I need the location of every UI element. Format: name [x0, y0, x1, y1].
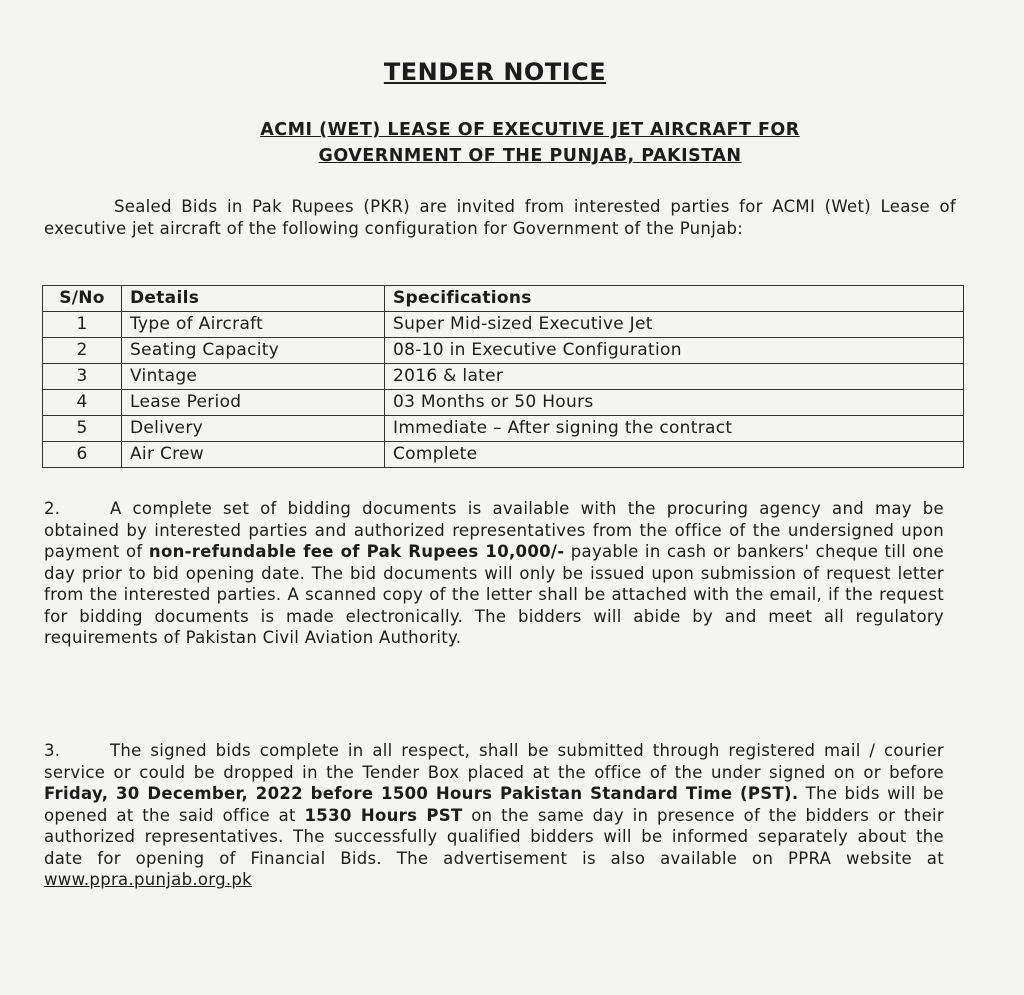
cell-sno: 2	[43, 338, 122, 364]
cell-detail: Lease Period	[122, 390, 385, 416]
cell-spec: 08-10 in Executive Configuration	[385, 338, 964, 364]
cell-detail: Type of Aircraft	[122, 312, 385, 338]
cell-sno: 4	[43, 390, 122, 416]
opening-time-emphasis: 1530 Hours PST	[304, 805, 463, 825]
table-row	[43, 312, 964, 338]
paragraph-text: A complete set of bidding documents is available with the procuring agency and may be obtained by interested parties and authorized representatives from the office of the undersigned upon payment of	[44, 499, 944, 561]
cell-spec: 2016 & later	[385, 364, 964, 390]
cell-spec: Super Mid-sized Executive Jet	[385, 312, 964, 338]
table-row	[43, 338, 964, 364]
notice-subtitle	[0, 117, 1024, 169]
cell-sno: 1	[43, 312, 122, 338]
paragraph-2	[44, 498, 944, 649]
cell-detail: Vintage	[122, 364, 385, 390]
paragraph-text: payable in cash or bankers' cheque till one day prior to bid opening date. The bid documents will only be issued upon submission of request letter from the interested parties. A scanned copy of the letter shall be attached with the email, if the request for bidding documents is made electronically. The bidders will abide by and meet all regulatory requirements of Pakistan Civil Aviation Authority.	[44, 542, 944, 647]
table-header-row	[43, 286, 964, 312]
cell-spec: 03 Months or 50 Hours	[385, 390, 964, 416]
paragraph-3	[44, 740, 944, 891]
paragraph-text: The signed bids complete in all respect, shall be submitted through registered mail / courier service or could be dropped in the Tender Box placed at the office of the under signed on or before	[44, 741, 944, 782]
paragraph-text: on the same day in presence of the bidders or their authorized representatives. The successfully qualified bidders will be informed separately about the date for opening of Financial Bids. The advertisement is also available on PPRA website at	[44, 805, 944, 868]
notice-title: TENDER NOTICE	[383, 58, 607, 86]
cell-detail: Seating Capacity	[122, 338, 385, 364]
paragraph-number: 3.	[44, 741, 61, 760]
paragraph-text: The bids will be opened at the said office at	[44, 784, 944, 825]
header-specifications: Specifications	[385, 286, 964, 312]
cell-detail: Air Crew	[122, 442, 385, 468]
ppra-website-link[interactable]: www.ppra.punjab.org.pk	[44, 870, 253, 889]
intro-paragraph: Sealed Bids in Pak Rupees (PKR) are invited from interested parties for ACMI (Wet) Lease of executive jet aircraft of the following configuration for Government of the Punjab:	[44, 197, 956, 238]
header-sno: S/No	[43, 286, 122, 312]
cell-sno: 5	[43, 416, 122, 442]
cell-detail: Delivery	[122, 416, 385, 442]
cell-sno: 3	[43, 364, 122, 390]
table-row	[43, 364, 964, 390]
fee-emphasis: non-refundable fee of Pak Rupees 10,000/-	[148, 542, 565, 561]
subtitle-line-2: GOVERNMENT OF THE PUNJAB, PAKISTAN	[318, 146, 742, 166]
specifications-table	[42, 285, 964, 468]
header-details: Details	[122, 286, 385, 312]
table-row	[43, 416, 964, 442]
table-row	[43, 390, 964, 416]
table-row	[43, 442, 964, 468]
paragraph-number: 2.	[44, 499, 61, 518]
cell-spec: Immediate – After signing the contract	[385, 416, 964, 442]
subtitle-line-1: ACMI (WET) LEASE OF EXECUTIVE JET AIRCRAFT FOR	[260, 120, 800, 140]
cell-sno: 6	[43, 442, 122, 468]
deadline-emphasis: Friday, 30 December, 2022 before 1500 Hours Pakistan Standard Time (PST).	[44, 784, 799, 803]
cell-spec: Complete	[385, 442, 964, 468]
